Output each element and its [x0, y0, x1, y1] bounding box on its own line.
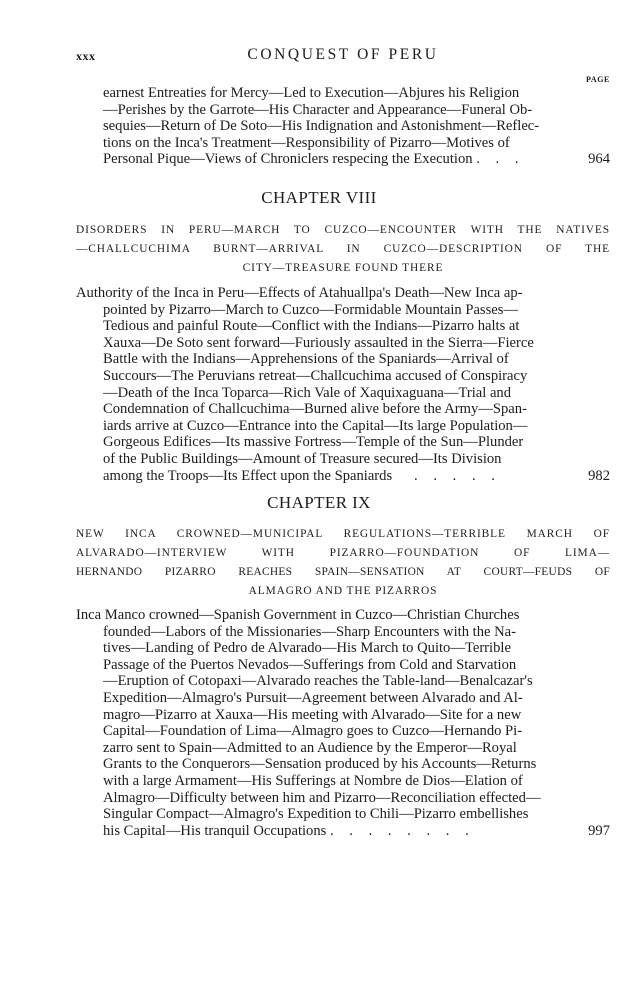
entry-line: Tedious and painful Route—Conflict with the Indians—Pizarro halts at: [103, 318, 520, 335]
entry-line: founded—Labors of the Missionaries—Sharp Encounters with the Na-: [103, 623, 516, 640]
book-title: CONQUEST OF PERU: [247, 46, 439, 63]
dot-leader: . . .: [476, 151, 525, 168]
entry-line: earnest Entreaties for Mercy—Led to Execution—Abjures his Religion: [103, 85, 520, 101]
entry-line: Grants to the Conquerors—Sensation produced by his Accounts—Returns: [103, 756, 537, 773]
entry-line: magro—Pizarro at Xauxa—His meeting with Alvarado—Site for a new: [103, 706, 522, 723]
summary-line: ALVARADO—INTERVIEW WITH PIZARRO—FOUNDATION OF LIMA—: [76, 547, 610, 559]
entry-line: tions on the Inca's Treatment—Responsibility of Pizarro—Motives of: [103, 134, 510, 151]
summary-line: DISORDERS IN PERU—MARCH TO CUZCO—ENCOUNTER WITH THE NATIVES: [76, 224, 610, 236]
entry-line: —Perishes by the Garrote—His Character and Appearance—Funeral Ob-: [103, 101, 533, 118]
running-header: [76, 46, 610, 66]
entry-line: Succours—The Peruvians retreat—Challcuchima accused of Conspiracy: [103, 367, 528, 384]
entry-line: Almagro—Difficulty between him and Pizarro—Reconciliation effected—: [103, 789, 541, 806]
entry-text: among the Troops—Its Effect upon the Spaniards: [103, 467, 393, 484]
chapter-contents: [76, 285, 610, 484]
dot-leader: . . . . . . . .: [330, 822, 475, 839]
chapter-summary: [76, 525, 610, 601]
entry-line: with a large Armament—His Sufferings at Nombre de Dios—Elation of: [103, 772, 523, 789]
chapter-heading: CHAPTER IX: [267, 493, 371, 512]
entry-line-last: [76, 823, 610, 840]
entry-text: Personal Pique—Views of Chroniclers respecing the Execution: [103, 151, 473, 168]
entry-line: Xauxa—De Soto sent forward—Furiously assaulted in the Sierra—Fierce: [103, 334, 534, 351]
entry-text: his Capital—His tranquil Occupations: [103, 822, 327, 839]
entry-page-number: 964: [588, 151, 610, 168]
entry-line: Gorgeous Edifices—Its massive Fortress—Temple of the Sun—Plunder: [103, 434, 524, 451]
entry-line: Battle with the Indians—Apprehensions of the Spaniards—Arrival of: [103, 351, 509, 368]
entry-line: Expedition—Almagro's Pursuit—Agreement between Alvarado and Al-: [103, 689, 523, 706]
summary-line: —CHALLCUCHIMA BURNT—ARRIVAL IN CUZCO—DESCRIPTION OF THE: [76, 243, 610, 255]
entry-line-last: [76, 151, 610, 168]
page-column-label: PAGE: [585, 75, 610, 84]
entry-line: —Eruption of Cotopaxi—Alvarado reaches the Table-land—Benalcazar's: [103, 673, 533, 690]
summary-line: CITY—TREASURE FOUND THERE: [242, 262, 444, 274]
entry-line: tives—Landing of Pedro de Alvarado—His March to Quito—Terrible: [103, 640, 511, 657]
entry-line: Condemnation of Challcuchima—Burned alive before the Army—Span-: [103, 401, 527, 418]
entry-page-number: 982: [588, 467, 610, 484]
summary-line: NEW INCA CROWNED—MUNICIPAL REGULATIONS—TERRIBLE MARCH OF: [76, 528, 610, 540]
entry-line: zarro sent to Spain—Admitted to an Audience by the Emperor—Royal: [103, 739, 517, 756]
entry-line: of the Public Buildings—Amount of Treasure secured—Its Division: [103, 450, 502, 467]
entry-line: —Death of the Inca Toparca—Rich Vale of Xaquixaguana—Trial and: [103, 384, 512, 401]
entry-line: Capital—Foundation of Lima—Almagro goes to Cuzco—Hernando Pi-: [103, 723, 523, 740]
entry-line: iards arrive at Cuzco—Entrance into the Capital—Its large Population—: [103, 417, 528, 434]
summary-line: HERNANDO PIZARRO REACHES SPAIN—SENSATION AT COURT—FEUDS OF: [76, 566, 610, 578]
chapter-heading: CHAPTER VIII: [261, 188, 377, 207]
chapter-summary: [76, 221, 610, 278]
summary-line: ALMAGRO AND THE PIZARROS: [248, 585, 438, 597]
entry-page-number: 997: [588, 822, 610, 839]
chapter-contents: [76, 607, 610, 839]
intro-entry: [76, 85, 610, 168]
entry-line: Authority of the Inca in Peru—Effects of Atahuallpa's Death—New Inca ap-: [76, 285, 523, 301]
entry-line: Singular Compact—Almagro's Expedition to Chili—Pizarro embellishes: [103, 806, 529, 823]
entry-line: pointed by Pizarro—March to Cuzco—Formidable Mountain Passes—: [103, 301, 519, 318]
page-number: xxx: [76, 49, 96, 63]
dot-leader: . . . . .: [414, 467, 501, 484]
entry-line: Inca Manco crowned—Spanish Government in Cuzco—Christian Churches: [76, 607, 520, 623]
entry-line: Passage of the Puertos Nevados—Sufferings from Cold and Starvation: [103, 656, 517, 673]
entry-line-last: [76, 468, 610, 485]
entry-line: sequies—Return of De Soto—His Indignation and Astonishment—Reflec-: [103, 118, 540, 135]
